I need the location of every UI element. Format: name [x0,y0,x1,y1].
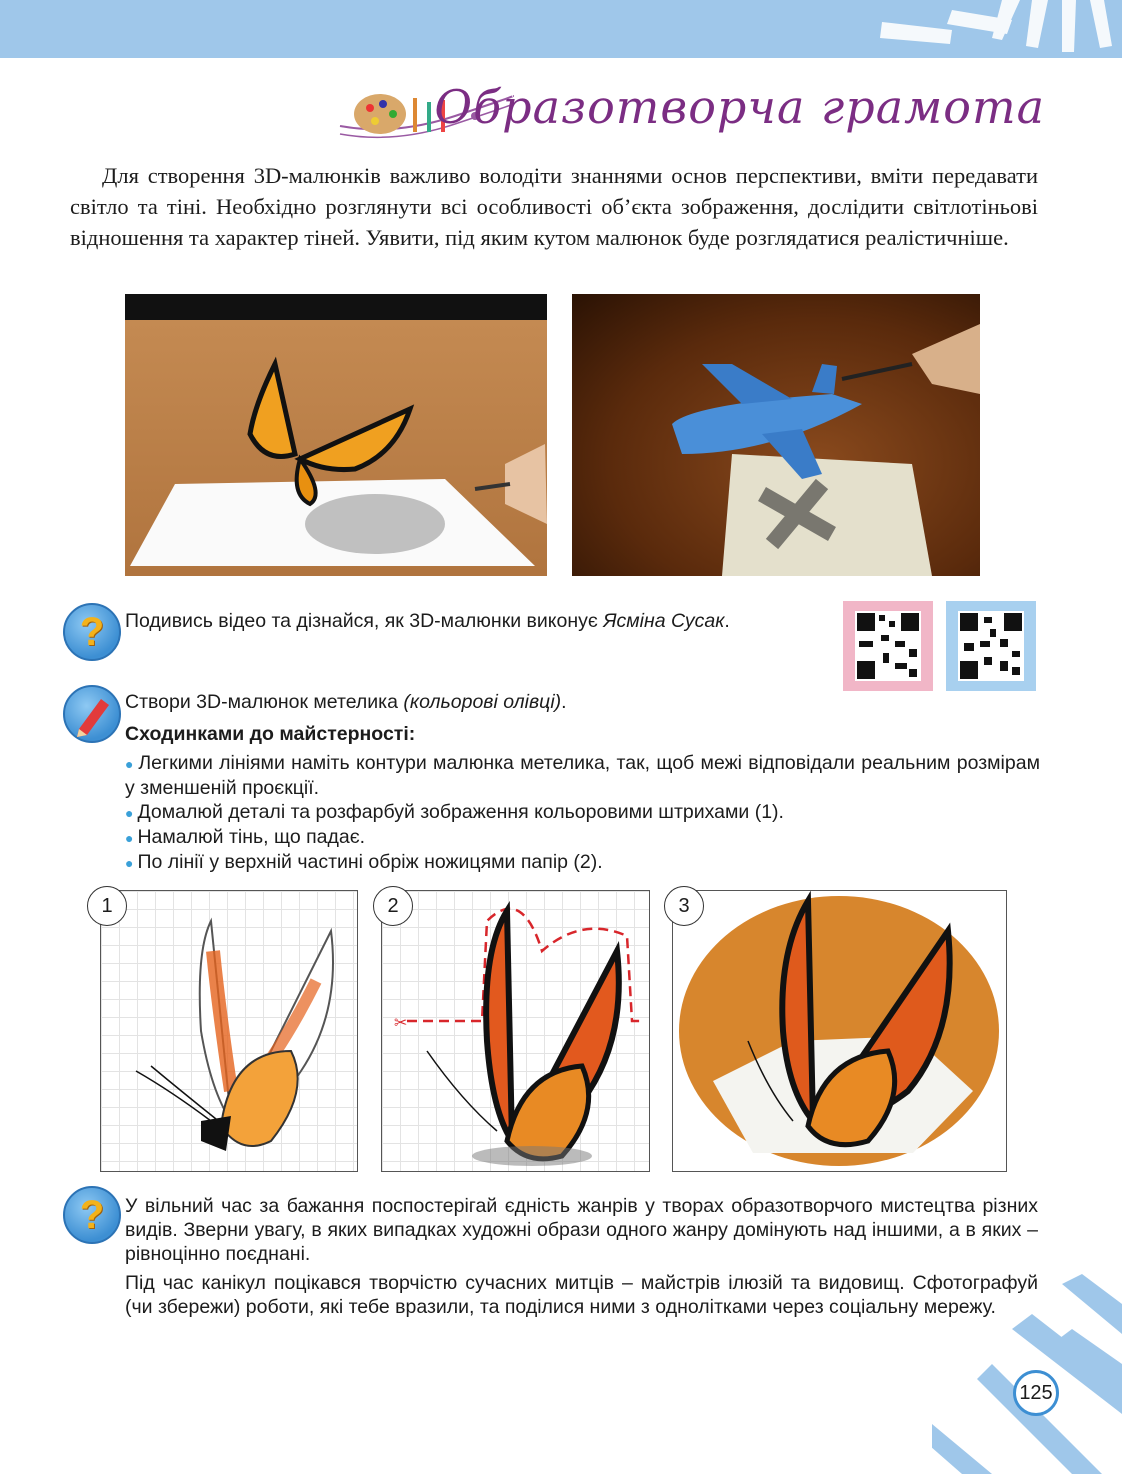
draw-task-materials: (кольорові олівці) [403,691,562,713]
figure-number: 1 [87,886,127,926]
artist-name: Ясміна Сусак [603,610,725,632]
qr-code-2[interactable] [946,601,1036,691]
page-title: Образотворча грамота [434,80,1045,134]
section-header [335,80,1045,150]
airplane-3d-photo [572,294,980,576]
list-item [125,751,1040,800]
step-figure-3 [672,890,1007,1172]
steps-heading: Сходинками до майстерності: [125,723,416,745]
bullet-icon: ● [125,855,134,871]
step-text: По лінії у верхній частині обріж ножицями папір (2). [137,851,603,873]
list-item [125,800,1040,825]
pencils-decoration [702,0,1122,58]
steps-list [125,751,1040,875]
video-task-text [125,609,820,633]
step-text: Намалюй тінь, що падає. [137,826,366,848]
bullet-icon: ● [125,805,134,821]
draw-task-end: . [561,691,567,713]
qr-code-icon [843,601,933,691]
step-text: Легкими лініями наміть контури малюнка метелика, так, щоб межі відповідали реальним розмірам у зменшеній проєкції. [125,752,1040,799]
draw-task-text [125,690,1040,714]
figure-number: 2 [373,886,413,926]
pencil-icon [63,685,121,743]
list-item [125,850,1040,875]
svg-text:✂: ✂ [394,1013,408,1032]
draw-task-label: Створи 3D-малюнок метелика [125,691,404,713]
bullet-icon: ● [125,830,134,846]
butterfly-3d-photo [125,294,547,576]
list-item [125,825,1040,850]
figure-number: 3 [664,886,704,926]
free-time-paragraph-1: У вільний час за бажання поспостерігай єдність жанрів у творах образотворчого мистецтва різних видів. Зверни увагу, в яких випадках художні образи одного жанру домінують над іншими, а в яких – рівноцінно поєднані. [125,1195,1038,1265]
qr-code-1[interactable] [843,601,933,691]
page-number: 125 [1013,1370,1059,1416]
question-icon: ? [63,1186,121,1244]
qr-code-icon [946,601,1036,691]
video-task-end: . [724,610,730,632]
intro-paragraph: Для створення 3D-малюнків важливо володіти знаннями основ перспективи, вміти передавати світло та тіні. Необхідно розглянути всі особливості об’єкта зображення, дослідити світлотіньові відношення та характер тіней. Уявити, під яким кутом малюнок буде розглядатися реалістичніше. [70,163,1038,250]
free-time-paragraph-2: Під час канікул поцікався творчістю сучасних митців – майстрів ілюзій та видовищ. Сфотографуй (чи збережи) роботи, які тебе вразили, та поділися ними з однолітками через соціальну мережу. [125,1272,1038,1318]
step-figure-2 [381,890,650,1172]
step-text: Домалюй деталі та розфарбуй зображення кольоровими штрихами (1). [137,801,784,823]
bullet-icon: ● [125,756,135,772]
question-icon: ? [63,603,121,661]
video-task-label: Подивись відео та дізнайся, як 3D-малюнки виконує [125,610,604,632]
step-figure-1 [100,890,358,1172]
